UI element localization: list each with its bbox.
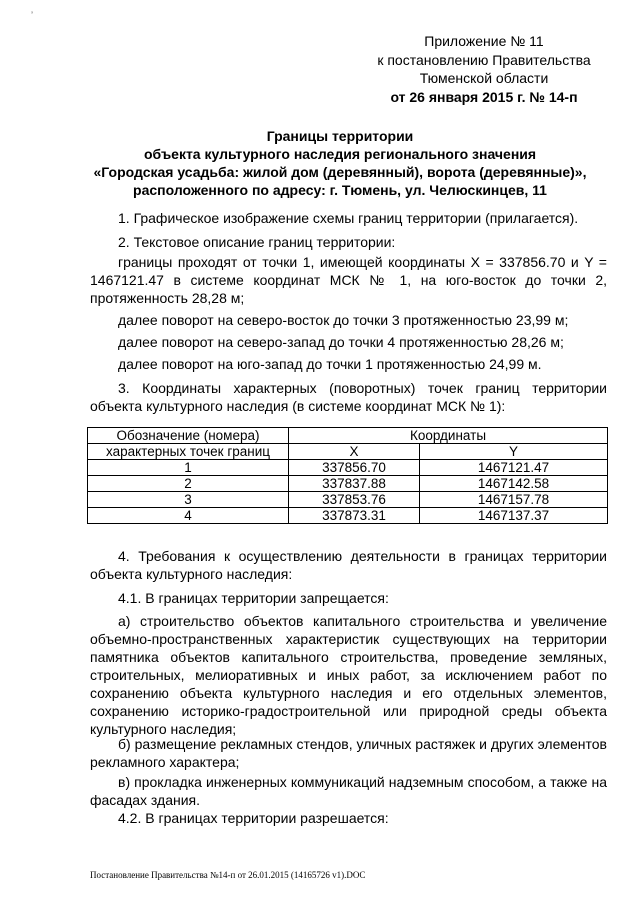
appendix-region: Тюменской области [419, 70, 549, 86]
header-point-line1: Обозначение (номера) [88, 428, 289, 444]
paragraph-3: границы проходят от точки 1, имеющей координаты X = 337856.70 и Y = 1467121.47 в системе координат МСК № 1, на юго-восток до точки 2, протяженность 28,28 м; [90, 254, 607, 306]
cell-point: 4 [88, 508, 289, 524]
paragraph-1: 1. Графическое изображение схемы границ территории (прилагается). [118, 210, 579, 226]
paragraph-12: в) прокладка инженерных коммуникаций надземным способом, а также на фасадах здания. [90, 774, 607, 808]
title-line-3: «Городская усадьба: жилой дом (деревянный), ворота (деревянные)», [93, 164, 587, 180]
cell-x: 337837.88 [289, 476, 420, 492]
paragraph-13: 4.2. В границах территории разрешается: [118, 810, 389, 826]
cell-y: 1467121.47 [420, 460, 608, 476]
paragraph-10: а) строительство объектов капитального строительства и увеличение объемно-пространственных характеристик существующих на территории памятника объектов капитального строительства, проведение земляных, строительных, мелиоративных и иных работ, за исключением работ по сохранению объекта культурного наследия и его отдельных элементов, сохранению историко-градостроительной или природной среды объекта культурного наследия; [90, 613, 607, 737]
header-y: Y [420, 444, 608, 460]
cell-point: 3 [88, 492, 289, 508]
header-coordinates: Координаты [289, 428, 608, 444]
title-line-4: расположенного по адресу: г. Тюмень, ул. Челюскинцев, 11 [133, 182, 547, 198]
appendix-number: Приложение № 11 [424, 33, 544, 49]
header-x: X [289, 444, 420, 460]
paragraph-8: 4. Требования к осуществлению деятельности в границах территории объекта культурного наследия: [90, 548, 607, 582]
corner-mark: ’ [31, 10, 33, 20]
table-row [88, 492, 608, 508]
appendix-date: от 26 января 2015 г. № 14-п [390, 88, 578, 105]
appendix-resolution: к постановлению Правительства [377, 51, 591, 68]
cell-y: 1467142.58 [420, 476, 608, 492]
title-line-1: Границы территории [266, 128, 414, 144]
appendix-header [350, 32, 618, 106]
table-row [88, 460, 608, 476]
cell-x: 337853.76 [289, 492, 420, 508]
table-row [88, 476, 608, 492]
cell-y: 1467157.78 [420, 492, 608, 508]
paragraph-11: б) размещение рекламных стендов, уличных растяжек и других элементов рекламного характера; [90, 736, 607, 770]
title-line-2: объекта культурного наследия регионального значения [143, 146, 537, 162]
cell-x: 337873.31 [289, 508, 420, 524]
paragraph-6: далее поворот на юго-запад до точки 1 протяженностью 24,99 м. [118, 356, 542, 372]
paragraph-5: далее поворот на северо-запад до точки 4 протяженностью 28,26 м; [118, 334, 564, 350]
paragraph-4: далее поворот на северо-восток до точки 3 протяженностью 23,99 м; [118, 312, 569, 328]
header-point-line2: характерных точек границ [88, 444, 289, 460]
paragraph-9: 4.1. В границах территории запрещается: [118, 590, 389, 606]
footer-filename: Постановление Правительства №14-п от 26.01.2015 (14165726 v1).DOC [90, 870, 366, 880]
cell-point: 2 [88, 476, 289, 492]
coordinates-table [87, 427, 608, 524]
document-title [75, 127, 605, 199]
cell-x: 337856.70 [289, 460, 420, 476]
cell-point: 1 [88, 460, 289, 476]
table-row [88, 508, 608, 524]
cell-y: 1467137.37 [420, 508, 608, 524]
paragraph-2: 2. Текстовое описание границ территории: [118, 234, 396, 250]
paragraph-7: 3. Координаты характерных (поворотных) точек границ территории объекта культурного наследия (в системе координат МСК № 1): [90, 380, 607, 414]
